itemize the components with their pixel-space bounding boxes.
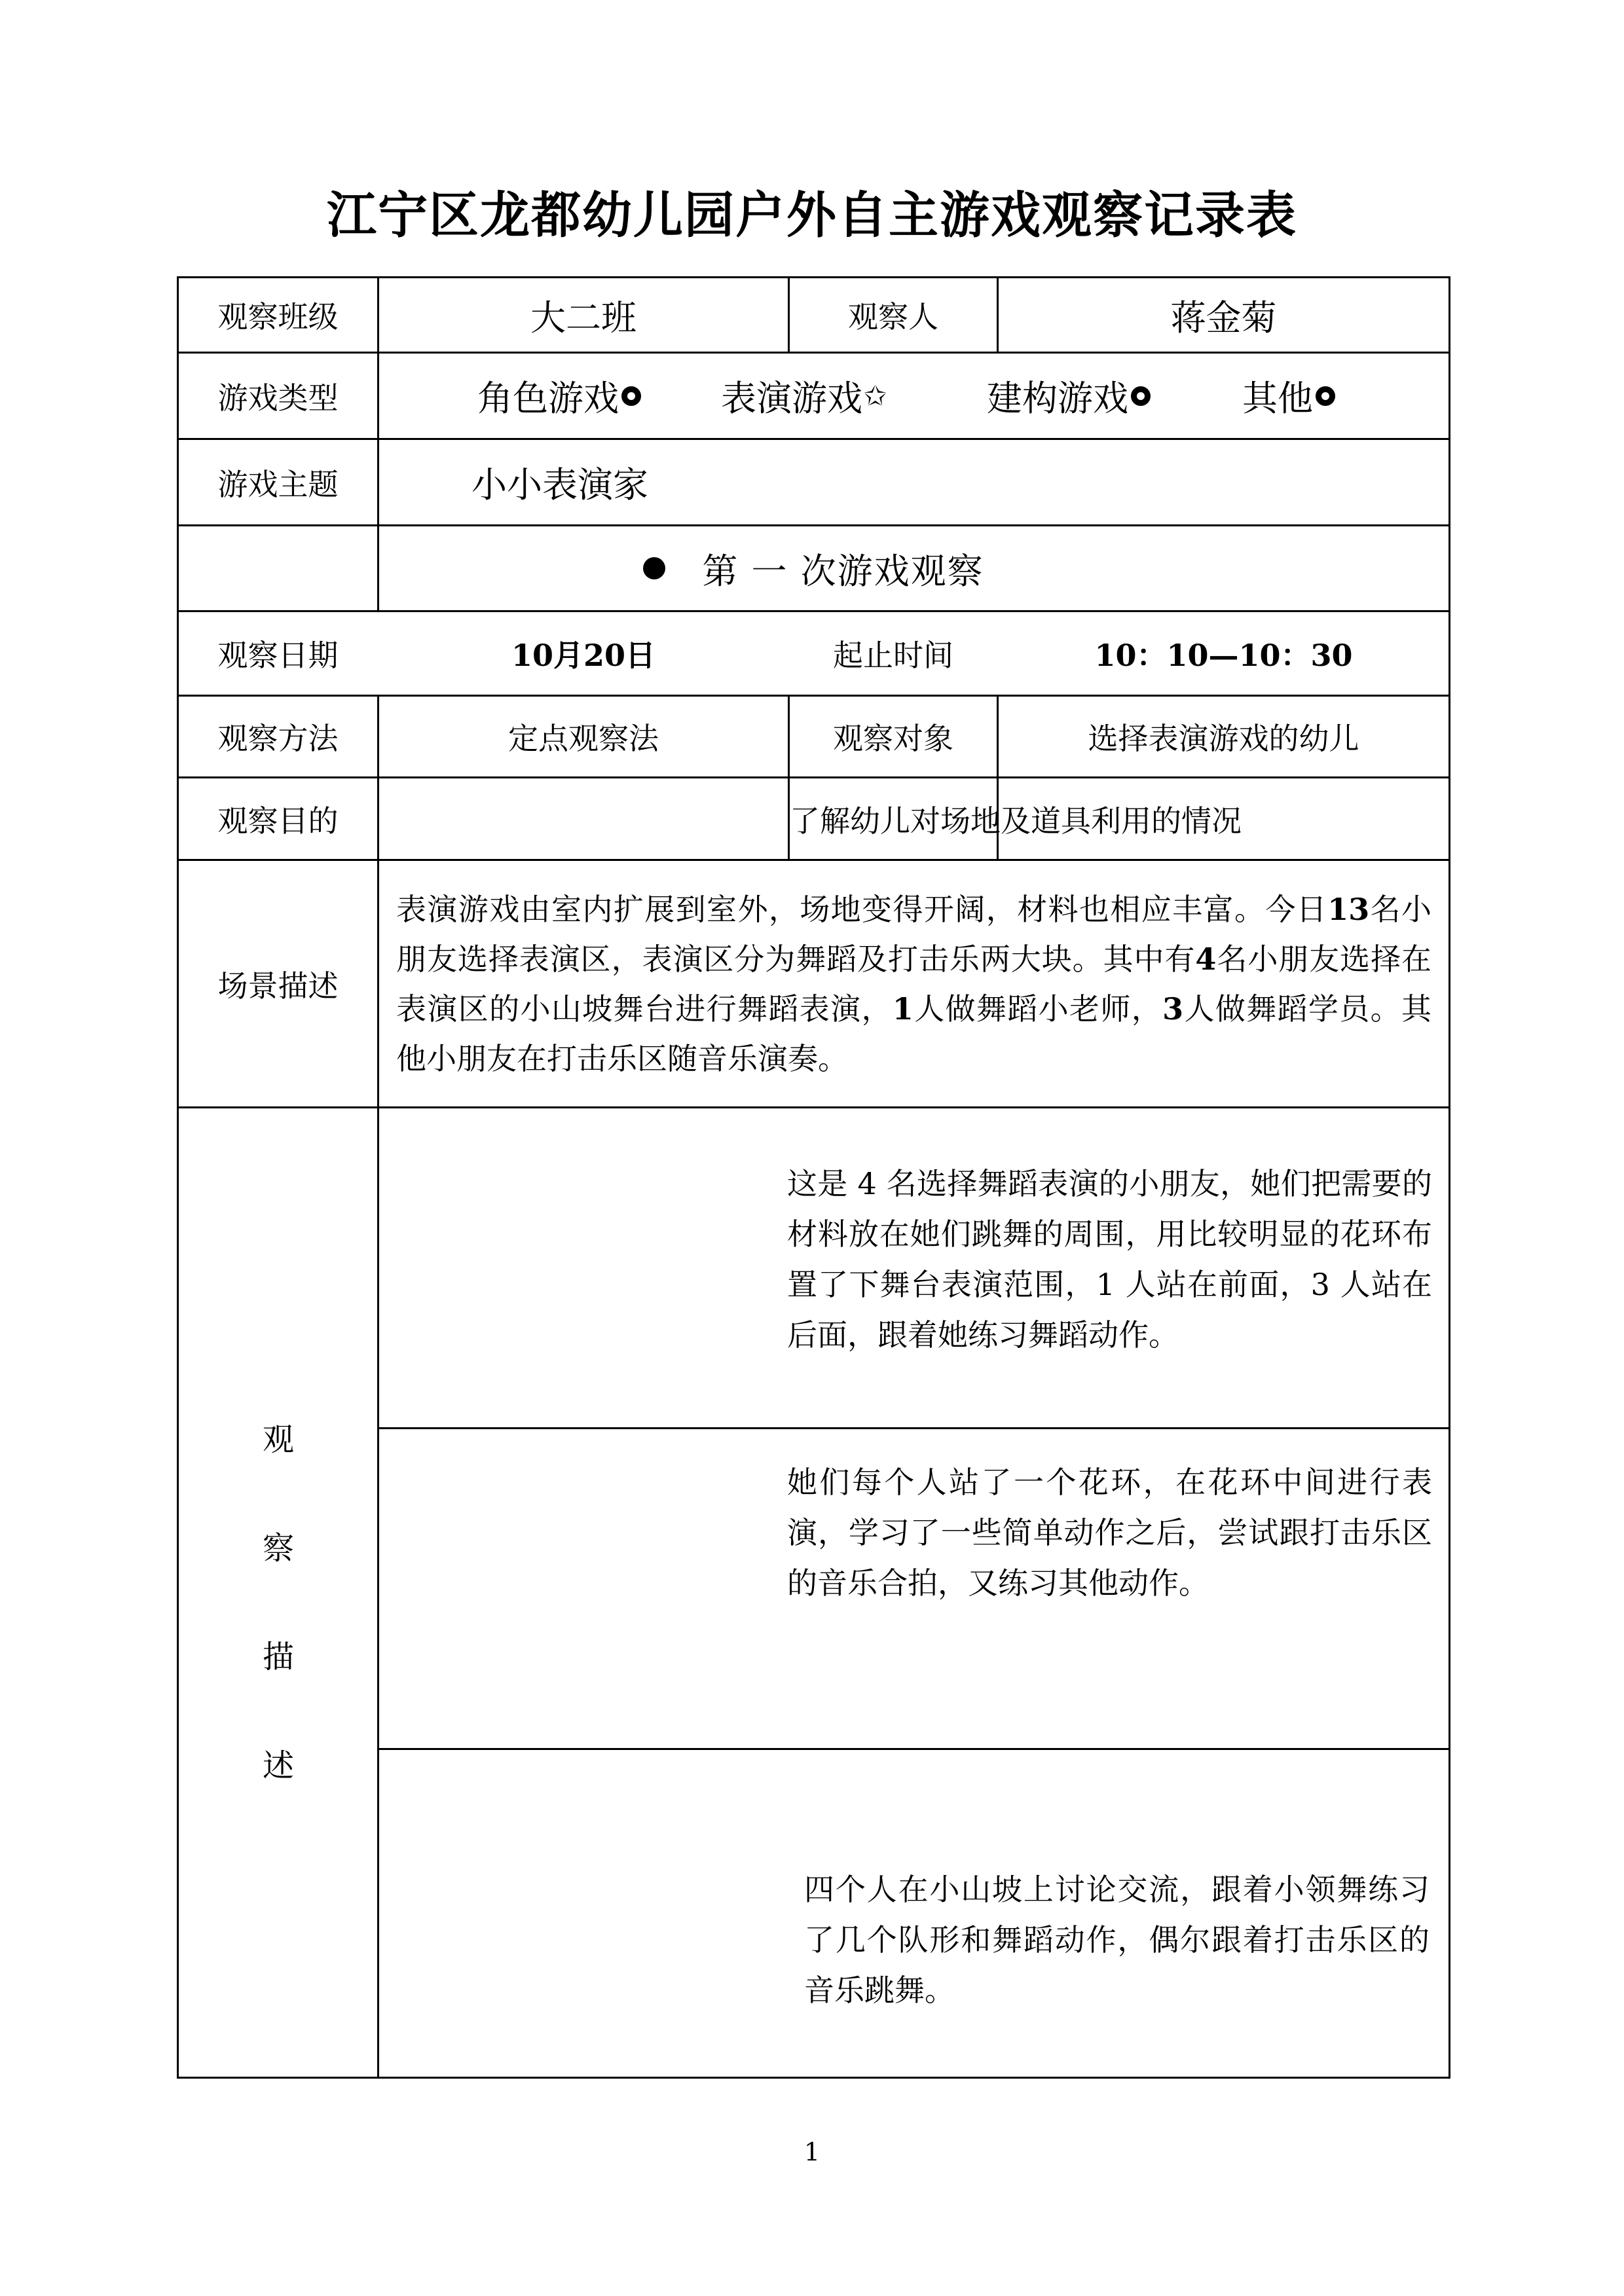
- date-value: 10月20日: [511, 638, 656, 673]
- bullet-icon: [643, 557, 665, 579]
- scene-text-part: 人做舞蹈学员。其他小朋友在打击乐区随音乐演奏。: [396, 991, 1432, 1076]
- scene-text: [396, 884, 1431, 1084]
- session-title: 第 一 次游戏观察: [702, 550, 984, 592]
- game-type-role-label: 角色游戏: [477, 378, 619, 419]
- observation-entry: 这是 4 名选择舞蹈表演的小朋友，她们把需要的材料放在她们跳舞的周围，用比较明显的花环布置了下舞台表演范围，1 人站在前面，3 人站在后面，跟着她练习舞蹈动作。: [787, 1166, 1432, 1353]
- scene-number: 1: [892, 991, 913, 1027]
- game-type-other: [1242, 371, 1335, 421]
- class-label: 观察班级: [217, 299, 339, 335]
- row-divider: [177, 1106, 1450, 1108]
- scene-label: 场景描述: [217, 968, 339, 1004]
- scene-number: 13: [1327, 891, 1370, 927]
- time-label: 起止时间: [833, 638, 953, 673]
- scene-text-part: 名小朋友选择表演区，表演区分为舞蹈及打击乐两大块。其中有: [396, 891, 1432, 977]
- obs-label-char: 察: [262, 1530, 294, 1567]
- ring-icon: [621, 386, 641, 406]
- scene-number: 4: [1195, 941, 1217, 977]
- ring-icon: [1131, 386, 1151, 406]
- scene-text-part: 名小朋友选择在表演区的小山坡舞台进行舞蹈表演，: [396, 941, 1432, 1027]
- session-header: [179, 526, 1449, 610]
- scene-text-part: 人做舞蹈小老师，: [913, 991, 1163, 1027]
- scene-text-part: 表演游戏由室内扩展到室外，场地变得开阔，材料也相应丰富。今日: [396, 891, 1328, 927]
- method-label: 观察方法: [217, 721, 339, 756]
- scene-description: [379, 861, 1449, 1106]
- scene-number: 3: [1162, 991, 1184, 1027]
- game-type-options: [379, 354, 1449, 438]
- observation-entry: 她们每个人站了一个花环，在花环中间进行表演，学习了一些简单动作之后，尝试跟打击乐区的音乐合拍，又练习其他动作。: [787, 1465, 1432, 1601]
- observation-entry: 四个人在小山坡上讨论交流，跟着小领舞练习了几个队形和舞蹈动作，偶尔跟着打击乐区的音乐跳舞。: [804, 1872, 1430, 2008]
- target-value: 选择表演游戏的幼儿: [1088, 721, 1359, 756]
- time-value: 10：10—10：30: [1094, 638, 1353, 673]
- document-title: 江宁区龙都幼儿园户外自主游戏观察记录表: [327, 186, 1297, 244]
- observer-label: 观察人: [848, 299, 938, 335]
- theme-value: 小小表演家: [471, 464, 648, 505]
- ring-icon: [1316, 386, 1335, 406]
- obs-divider: [378, 1427, 1450, 1429]
- observer-value: 蒋金菊: [1170, 297, 1277, 338]
- obs-divider: [378, 1748, 1450, 1750]
- game-type-performance-label: 表演游戏: [721, 378, 862, 419]
- obs-label-char: 观: [262, 1421, 294, 1458]
- method-value: 定点观察法: [508, 721, 659, 756]
- game-type-performance: [721, 371, 887, 421]
- obs-label-char: 描: [262, 1639, 294, 1675]
- theme-label: 游戏主题: [217, 466, 339, 502]
- table-border-bottom: [177, 2077, 1450, 2079]
- game-type-construction: [987, 371, 1151, 421]
- purpose-value: 了解幼儿对场地及道具利用的情况: [790, 803, 1242, 839]
- obs-label-char: 述: [262, 1747, 294, 1784]
- game-type-label: 游戏类型: [217, 380, 339, 416]
- game-type-role: [477, 371, 641, 421]
- class-value: 大二班: [530, 297, 637, 338]
- page-number: 1: [803, 2138, 821, 2166]
- game-type-other-label: 其他: [1242, 378, 1313, 419]
- table-border-right: [1449, 276, 1450, 2079]
- purpose-label: 观察目的: [217, 803, 339, 839]
- date-label: 观察日期: [217, 638, 339, 673]
- target-label: 观察对象: [833, 721, 953, 756]
- game-type-construction-label: 建构游戏: [987, 378, 1128, 419]
- star-outline-icon: ✩: [864, 380, 887, 412]
